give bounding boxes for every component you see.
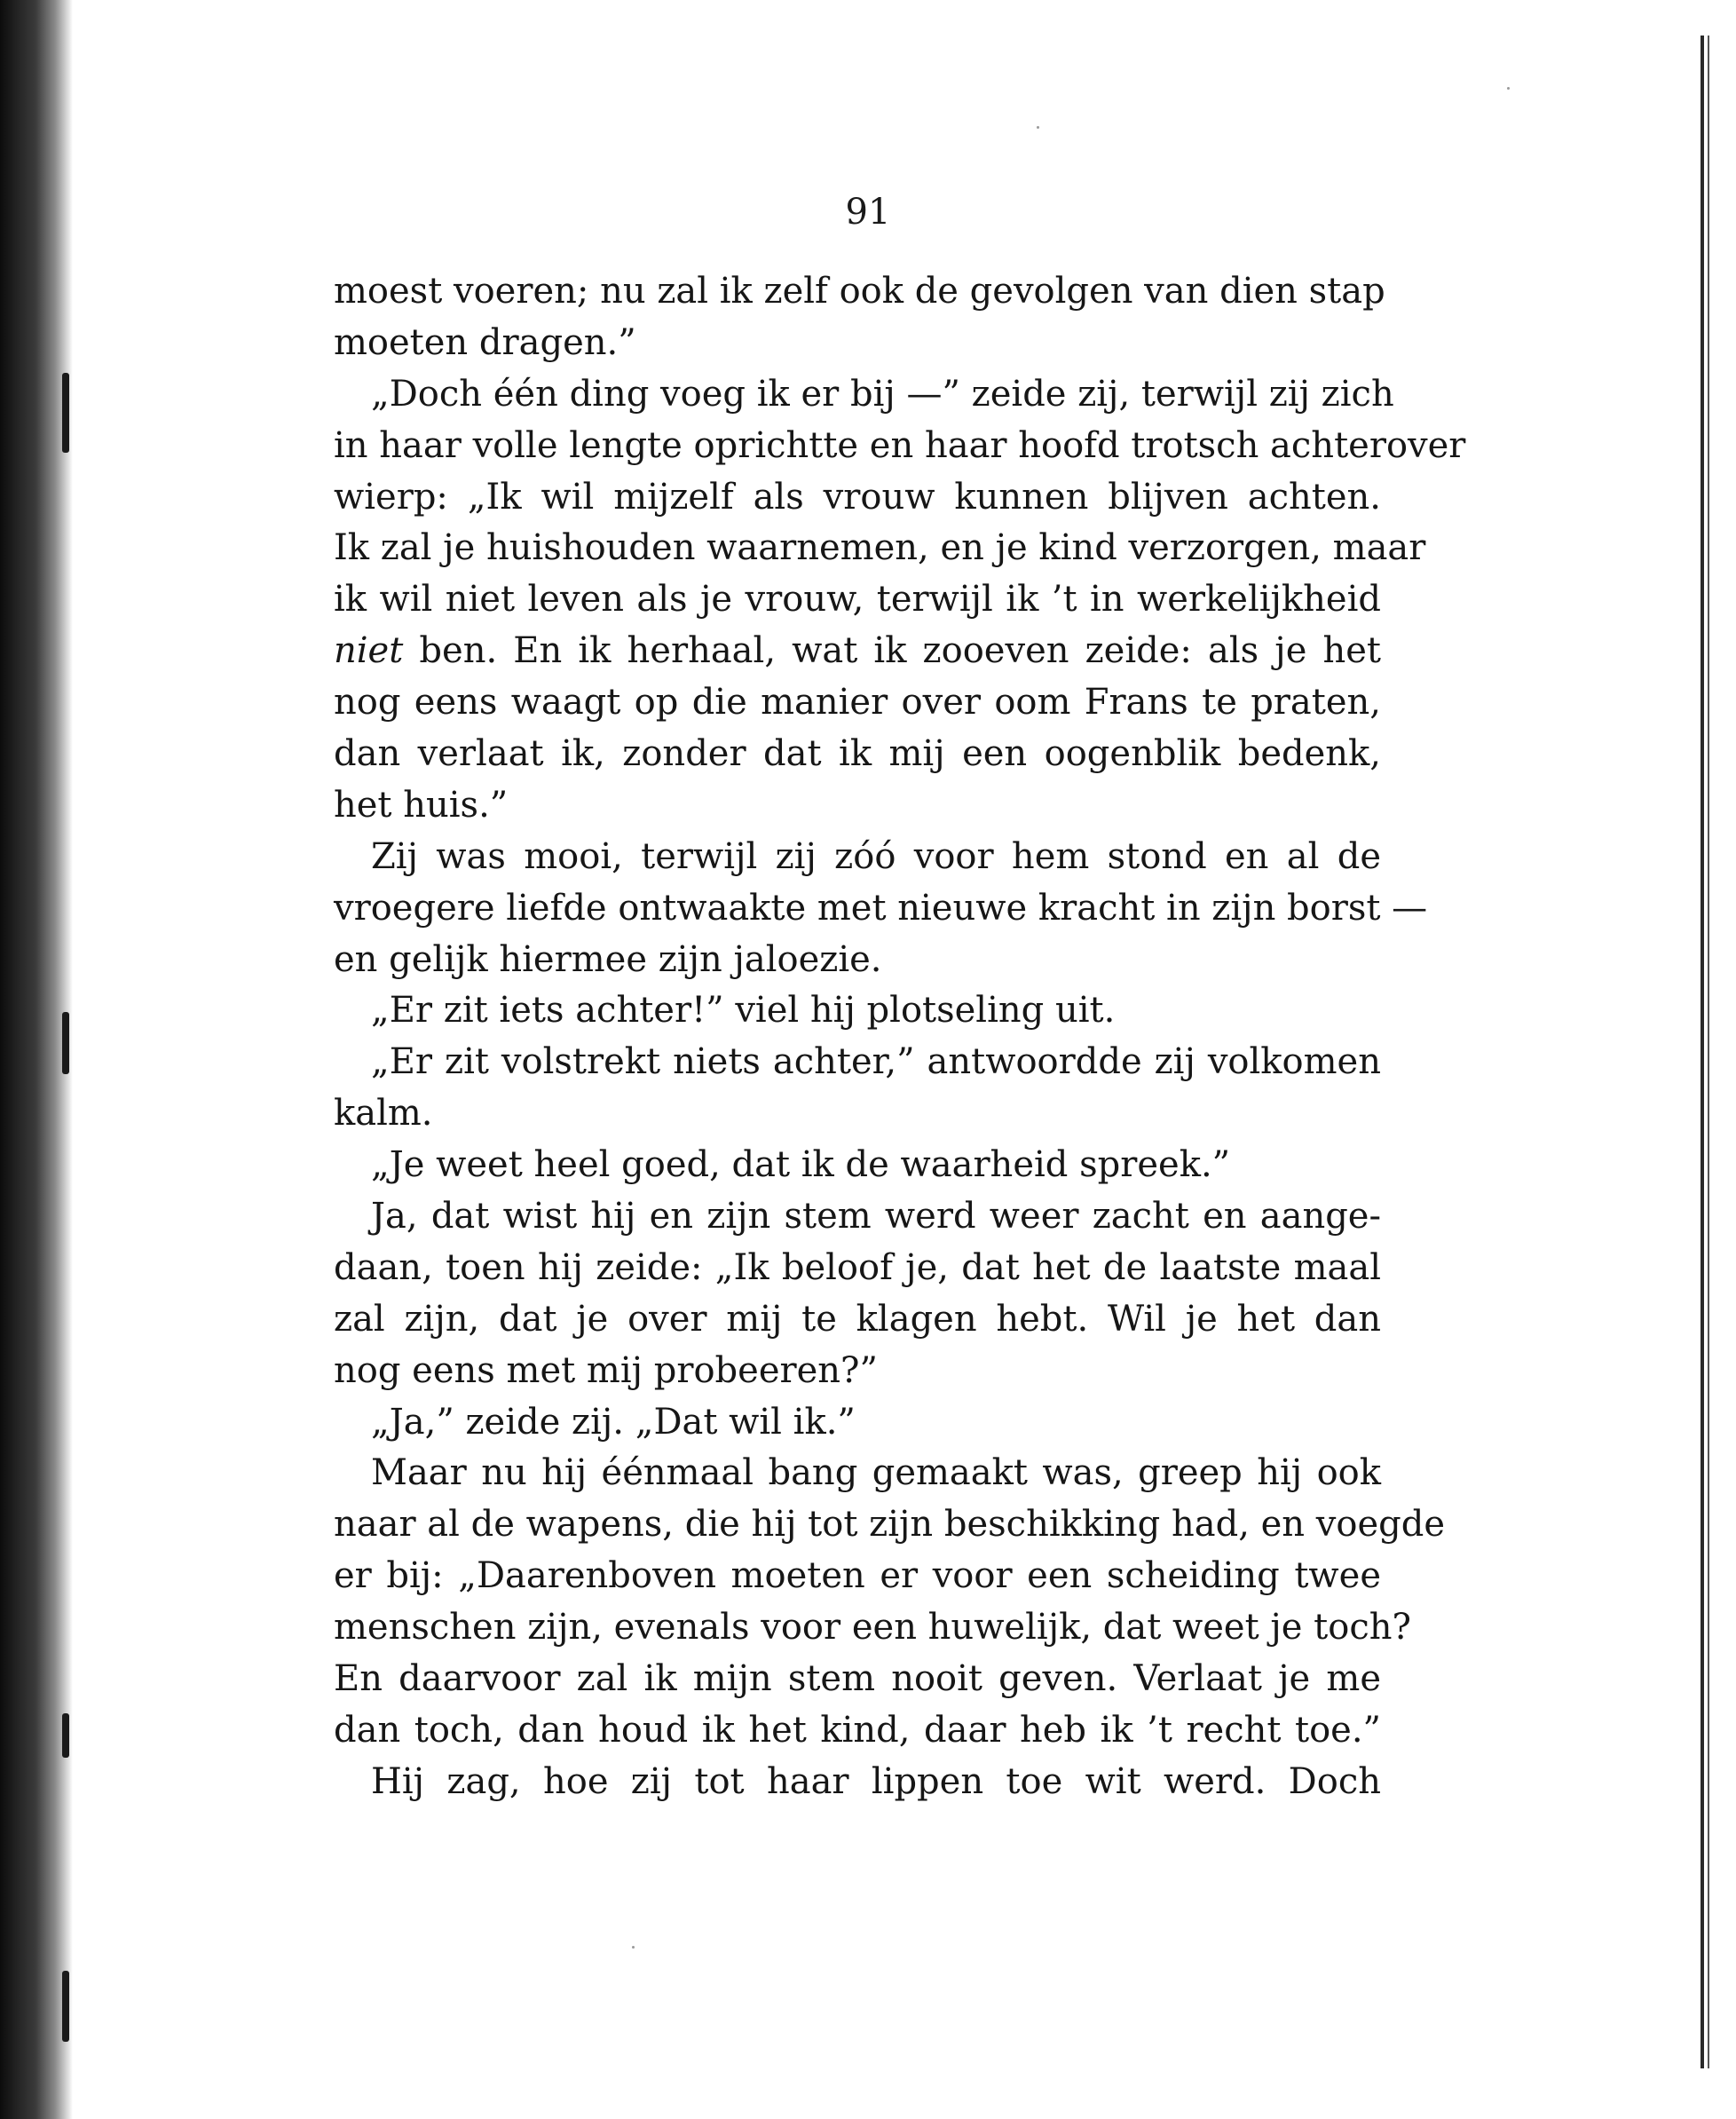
text-line: Maar nu hij éénmaal bang gemaakt was, greep hij ook [371,1452,1381,1494]
text-line: het huis.” [334,784,509,826]
text-line: dan toch, dan houd ik het kind, daar heb ik ’t recht toe.” [334,1709,1381,1751]
text-line: moeten dragen.” [334,321,636,363]
scan-speck [632,1946,635,1949]
text-line: zal zijn, dat je over mij te klagen hebt. Wil je het dan [334,1298,1381,1340]
emphasized-word: niet [334,630,404,672]
text-line: „Doch één ding voeg ik er bij —” zeide zij, terwijl zij zich [371,373,1394,415]
text-line: vroegere liefde ontwaakte met nieuwe kracht in zijn borst — [334,887,1428,929]
text-line: Ik zal je huishouden waarnemen, en je kind verzorgen, maar [334,527,1426,569]
binding-mark [62,1971,69,2042]
text-line-rest: ben. En ik herhaal, wat ik zooeven zeide: als je het [403,630,1381,672]
scan-binding-edge [0,0,73,2119]
page-number: 91 [845,192,891,233]
scan-page-edge-line [1700,36,1704,2068]
text-line: Hij zag, hoe zij tot haar lippen toe wit werd. Doch [371,1760,1381,1802]
binding-mark [62,1713,69,1758]
text-line: Zij was mooi, terwijl zij zóó voor hem stond en al de [371,835,1381,877]
binding-mark [62,1012,69,1074]
text-line: „Ja,” zeide zij. „Dat wil ik.” [371,1401,856,1443]
text-line: Ja, dat wist hij en zijn stem werd weer zacht en aange- [371,1196,1381,1237]
text-line: er bij: „Daarenboven moeten er voor een scheiding twee [334,1555,1381,1597]
text-line: „Je weet heel goed, dat ik de waarheid spreek.” [371,1144,1231,1186]
text-line: wierp: „Ik wil mijzelf als vrouw kunnen blijven achten. [334,476,1381,518]
text-line: nog eens waagt op die manier over oom Frans te praten, [334,682,1381,723]
text-line: in haar volle lengte oprichtte en haar hoofd trotsch achterover [334,424,1466,466]
scan-page-edge-line [1708,36,1709,2068]
text-line: dan verlaat ik, zonder dat ik mij een oogenblik bedenk, [334,733,1381,775]
scan-speck [1507,87,1510,90]
text-line: En daarvoor zal ik mijn stem nooit geven. Verlaat je me [334,1658,1381,1700]
text-line: ik wil niet leven als je vrouw, terwijl ik ’t in werkelijkheid [334,579,1381,621]
text-line: kalm. [334,1093,433,1135]
text-line: naar al de wapens, die hij tot zijn beschikking had, en voegde [334,1504,1446,1546]
text-line: daan, toen hij zeide: „Ik beloof je, dat het de laatste maal [334,1246,1381,1288]
scan-speck [1037,126,1039,129]
page-body-text [334,266,1466,1808]
text-line: moest voeren; nu zal ik zelf ook de gevolgen van dien stap [334,271,1385,312]
text-line: menschen zijn, evenals voor een huwelijk, dat weet je toch? [334,1607,1411,1649]
text-line: en gelijk hiermee zijn jaloezie. [334,938,882,980]
text-line: nog eens met mij probeeren?” [334,1349,878,1391]
text-line: „Er zit volstrekt niets achter,” antwoordde zij volkomen [371,1041,1381,1083]
text-line [334,626,1381,677]
text-line: „Er zit iets achter!” viel hij plotseling uit. [371,990,1116,1032]
binding-mark [62,373,69,453]
